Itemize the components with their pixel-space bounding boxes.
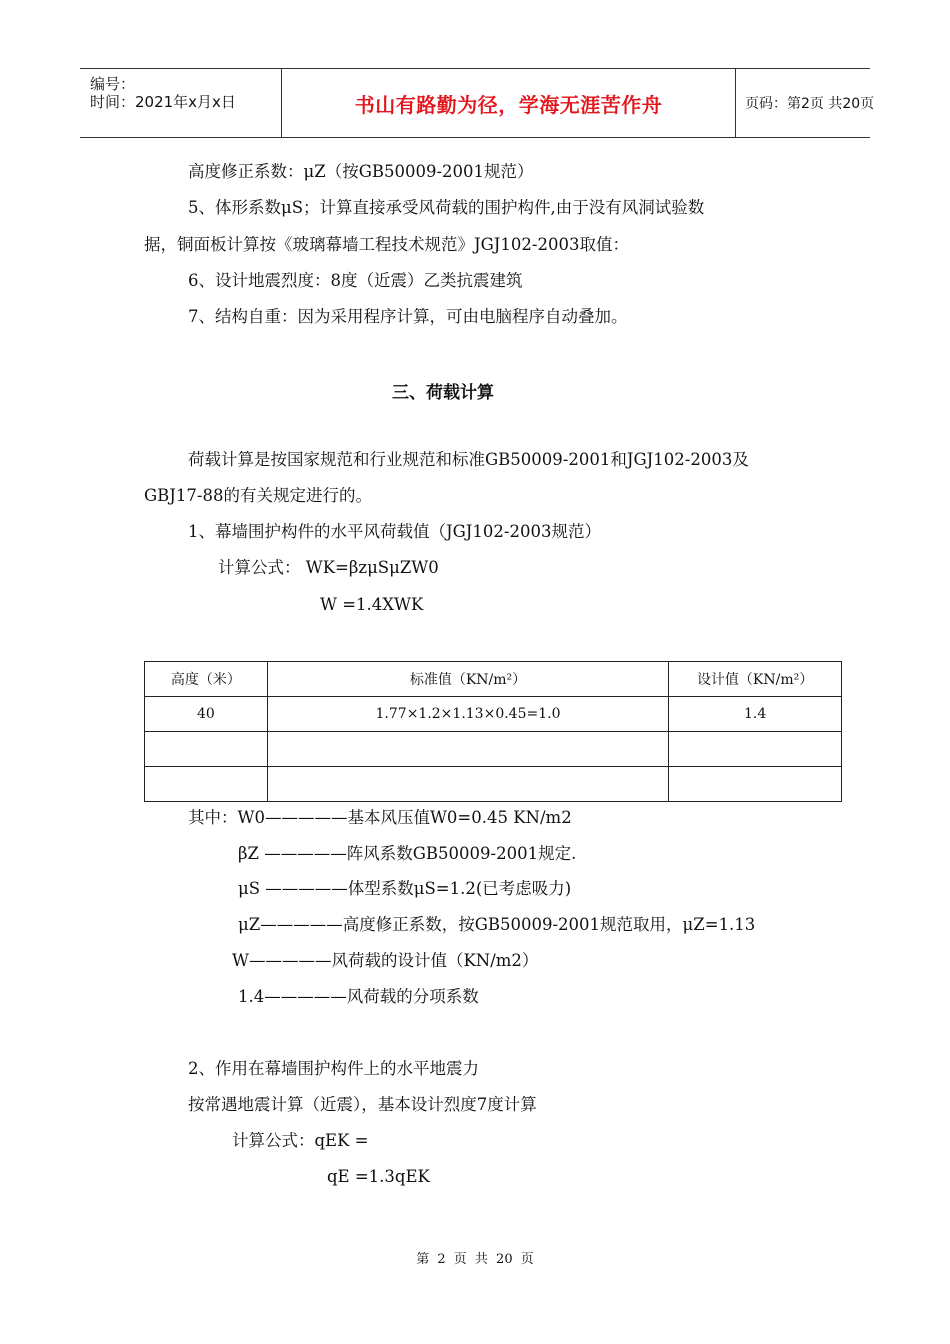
- wind-load-heading: 1、幕墙围护构件的水平风荷载值（JGJ102-2003规范）: [188, 522, 601, 541]
- table-row: [145, 732, 842, 767]
- table-cell: [145, 732, 268, 767]
- header-meta: [80, 69, 280, 137]
- table-row: [145, 697, 842, 732]
- seismic-description: 按常遇地震计算（近震），基本设计烈度7度计算: [188, 1095, 537, 1114]
- document-date: 时间：2021年x月x日: [90, 93, 236, 111]
- table-cell: [267, 767, 668, 802]
- wind-load-table: [144, 661, 842, 802]
- intro-paragraph: 荷载计算是按国家规范和行业规范和标准GB50009-2001和JGJ102-2003及: [188, 450, 749, 469]
- table-header-height: 高度（米）: [145, 662, 268, 697]
- note-beta-z: βZ —————阵风系数GB50009-2001规定.: [238, 844, 577, 863]
- table-cell: [669, 732, 842, 767]
- section-title: 三、荷载计算: [392, 383, 494, 403]
- document-number: 编号：: [90, 75, 136, 93]
- table-cell: 40: [145, 697, 268, 732]
- height-coefficient-line: 高度修正系数：μZ（按GB50009-2001规范）: [188, 162, 534, 181]
- seismic-formula: 计算公式：qEK =: [232, 1131, 369, 1150]
- note-w: W—————风荷载的设计值（KN/m2）: [232, 951, 539, 970]
- table-header-design: 设计值（KN/m²）: [669, 662, 842, 697]
- shape-coefficient-cont: 据，铜面板计算按《玻璃幕墙工程技术规范》JGJ102-2003取值：: [144, 235, 629, 254]
- wind-formula: 计算公式： WK=βzμSμZW0: [218, 558, 439, 577]
- header-page-cell: [736, 69, 875, 137]
- wind-design-formula: W =1.4XWK: [320, 595, 424, 614]
- header-page-info: 页码：第2页 共20页: [745, 96, 875, 112]
- seismic-heading: 2、作用在幕墙围护构件上的水平地震力: [188, 1059, 479, 1078]
- table-header-row: [145, 662, 842, 697]
- shape-coefficient-line: 5、体形系数μS；计算直接承受风荷载的围护构件,由于没有风洞试验数: [188, 198, 705, 217]
- note-w0: 其中：W0—————基本风压值W0=0.45 KN/m2: [188, 808, 572, 827]
- header-motto-cell: [281, 69, 736, 137]
- note-mu-s: μS —————体型系数μS=1.2(已考虑吸力): [238, 879, 572, 898]
- intro-paragraph-cont: GBJ17-88的有关规定进行的。: [144, 486, 372, 505]
- table-header-standard: 标准值（KN/m²）: [267, 662, 668, 697]
- seismic-intensity-line: 6、设计地震烈度：8度（近震）乙类抗震建筑: [188, 271, 523, 290]
- table-cell: 1.77×1.2×1.13×0.45=1.0: [267, 697, 668, 732]
- table-cell: [267, 732, 668, 767]
- note-mu-z: μZ—————高度修正系数，按GB50009-2001规范取用，μZ=1.13: [238, 915, 756, 934]
- note-factor: 1.4—————风荷载的分项系数: [238, 987, 479, 1006]
- table-cell: [669, 767, 842, 802]
- page-header: [80, 68, 875, 138]
- self-weight-line: 7、结构自重：因为采用程序计算，可由电脑程序自动叠加。: [188, 307, 628, 326]
- header-motto: 书山有路勤为径，学海无涯苦作舟: [354, 92, 663, 117]
- page-footer: 第 2 页 共 20 页: [416, 1252, 534, 1267]
- table-cell: [145, 767, 268, 802]
- seismic-design-formula: qE =1.3qEK: [327, 1167, 430, 1186]
- table-row: [145, 767, 842, 802]
- table-cell: 1.4: [669, 697, 842, 732]
